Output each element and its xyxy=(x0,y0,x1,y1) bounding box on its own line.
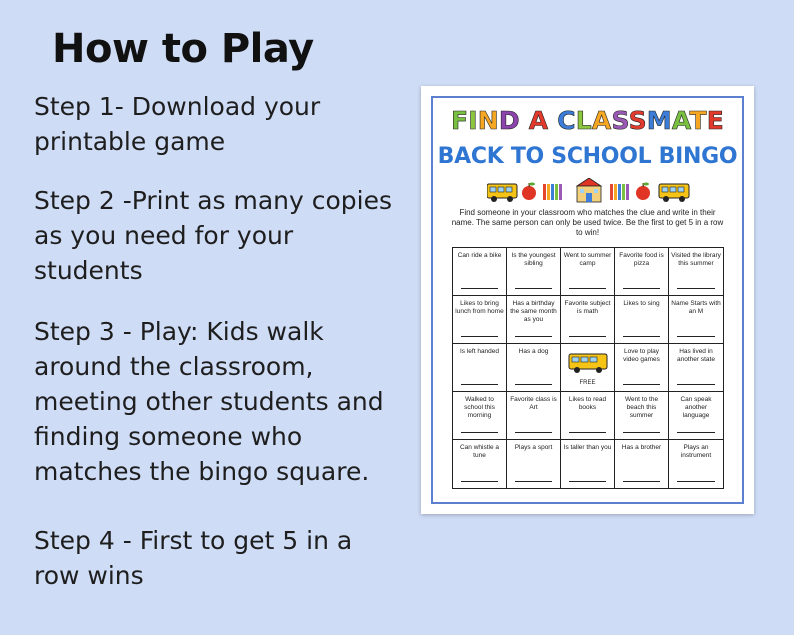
bingo-square-clue: Is the youngest sibling xyxy=(511,252,556,267)
bingo-square-clue: Likes to bring lunch from home xyxy=(455,300,504,315)
bingo-square xyxy=(615,248,669,296)
name-write-line xyxy=(623,384,660,385)
title-letter: E xyxy=(706,106,725,135)
bingo-square xyxy=(507,248,561,296)
bingo-square xyxy=(615,344,669,392)
apple-icon-right xyxy=(636,183,650,201)
pencils-icon-right xyxy=(610,184,629,200)
bingo-square-clue: Is taller than you xyxy=(563,444,612,451)
bingo-square xyxy=(615,296,669,344)
name-write-line xyxy=(623,432,660,433)
bingo-square xyxy=(561,440,615,488)
name-write-line xyxy=(623,481,660,482)
bingo-square-clue: Has a brother xyxy=(621,444,662,451)
title-letter: F xyxy=(450,106,469,135)
bingo-square-clue: Went to the beach this summer xyxy=(624,396,659,419)
title-letter: S xyxy=(628,106,647,135)
bingo-sheet-preview xyxy=(421,86,754,514)
school-bus-icon-right xyxy=(659,184,689,202)
step-4: Step 4 - First to get 5 in a row wins xyxy=(34,526,353,590)
bingo-grid xyxy=(452,247,724,489)
title-letter: A xyxy=(671,106,690,135)
name-write-line xyxy=(677,336,715,337)
pencils-icon xyxy=(543,184,562,200)
free-label: FREE xyxy=(579,380,596,386)
name-write-line xyxy=(677,384,715,385)
bingo-square-clue: Went to summer camp xyxy=(563,252,612,267)
title-letter: M xyxy=(646,106,672,135)
sheet-subtitle: BACK TO SCHOOL BINGO xyxy=(437,144,738,169)
bingo-square-clue: Likes to read books xyxy=(568,396,607,411)
title-letter: C xyxy=(557,106,576,135)
name-write-line xyxy=(677,481,715,482)
bingo-square xyxy=(507,440,561,488)
bingo-square-clue: Name Starts with an M xyxy=(671,300,721,315)
school-bus-icon xyxy=(487,184,517,202)
bingo-square xyxy=(453,248,507,296)
name-write-line xyxy=(515,288,552,289)
name-write-line xyxy=(515,384,552,385)
name-write-line xyxy=(677,288,715,289)
bingo-square xyxy=(669,440,723,488)
title-letter: A xyxy=(591,106,612,135)
title-letter: T xyxy=(689,106,707,135)
bingo-square xyxy=(453,440,507,488)
bingo-square xyxy=(453,296,507,344)
bingo-square-clue: Can ride a bike xyxy=(457,252,502,259)
bingo-square-clue: Has lived in another state xyxy=(677,348,715,363)
title-letter xyxy=(520,106,529,135)
sheet-instructions: Find someone in your classroom who matches the clue and write in their name. The same person can only be used twice. Be the first to get 5 in a row to win! xyxy=(451,208,724,237)
bingo-square xyxy=(561,296,615,344)
title-letter xyxy=(548,106,557,135)
bingo-square xyxy=(561,248,615,296)
name-write-line xyxy=(461,384,498,385)
bingo-square-clue: Is left handed xyxy=(459,348,500,355)
schoolhouse-icon xyxy=(577,178,601,202)
bingo-square xyxy=(507,296,561,344)
bingo-square xyxy=(507,344,561,392)
bingo-square xyxy=(453,344,507,392)
bingo-square xyxy=(669,248,723,296)
name-write-line xyxy=(569,481,606,482)
bingo-square-clue: Can speak another language xyxy=(680,396,712,419)
step-2: Step 2 -Print as many copies as you need for your students xyxy=(34,186,393,285)
step-1: Step 1- Download your printable game xyxy=(34,92,321,156)
bingo-square-clue: Has a dog xyxy=(518,348,549,355)
bingo-square-clue: Visited the library this summer xyxy=(671,252,721,267)
bingo-square xyxy=(453,392,507,440)
name-write-line xyxy=(461,432,498,433)
free-square xyxy=(561,344,615,392)
sheet-title xyxy=(421,106,754,135)
name-write-line xyxy=(515,432,552,433)
bingo-square-clue: Likes to sing xyxy=(623,300,660,307)
bingo-square-clue: Favorite food is pizza xyxy=(619,252,664,267)
bingo-square-clue: Can whistle a tune xyxy=(459,444,500,459)
page-title: How to Play xyxy=(52,26,314,72)
school-bus-icon xyxy=(568,352,608,374)
bingo-square xyxy=(669,296,723,344)
bingo-square-clue: Favorite subject is math xyxy=(564,300,611,315)
name-write-line xyxy=(569,432,606,433)
bingo-square xyxy=(615,392,669,440)
bingo-square xyxy=(669,392,723,440)
bingo-square-clue: Favorite class is Art xyxy=(510,396,557,411)
bingo-square xyxy=(561,392,615,440)
title-letter: A xyxy=(528,106,549,135)
name-write-line xyxy=(623,336,660,337)
school-icons-row xyxy=(487,178,692,204)
name-write-line xyxy=(623,288,660,289)
name-write-line xyxy=(569,288,606,289)
title-letter: N xyxy=(477,106,499,135)
name-write-line xyxy=(515,481,552,482)
title-letter: D xyxy=(498,106,520,135)
bingo-square-clue: Plays an instrument xyxy=(680,444,712,459)
name-write-line xyxy=(461,288,498,289)
bingo-square-clue: Has a birthday the same month as you xyxy=(510,300,557,323)
name-write-line xyxy=(569,336,606,337)
name-write-line xyxy=(515,336,552,337)
apple-icon xyxy=(522,183,536,201)
step-3: Step 3 - Play: Kids walk around the classroom, meeting other students and finding someone who matches the bingo square. xyxy=(34,317,384,486)
name-write-line xyxy=(461,481,498,482)
name-write-line xyxy=(461,336,498,337)
bingo-square xyxy=(507,392,561,440)
title-letter: S xyxy=(611,106,629,135)
bingo-square-clue: Plays a sport xyxy=(514,444,553,451)
bingo-square xyxy=(615,440,669,488)
name-write-line xyxy=(677,432,715,433)
bingo-square-clue: Love to play video games xyxy=(623,348,660,363)
bingo-square-clue: Walked to school this morning xyxy=(464,396,495,419)
title-letter: L xyxy=(575,106,592,135)
bingo-square xyxy=(669,344,723,392)
title-letter: I xyxy=(468,106,478,135)
